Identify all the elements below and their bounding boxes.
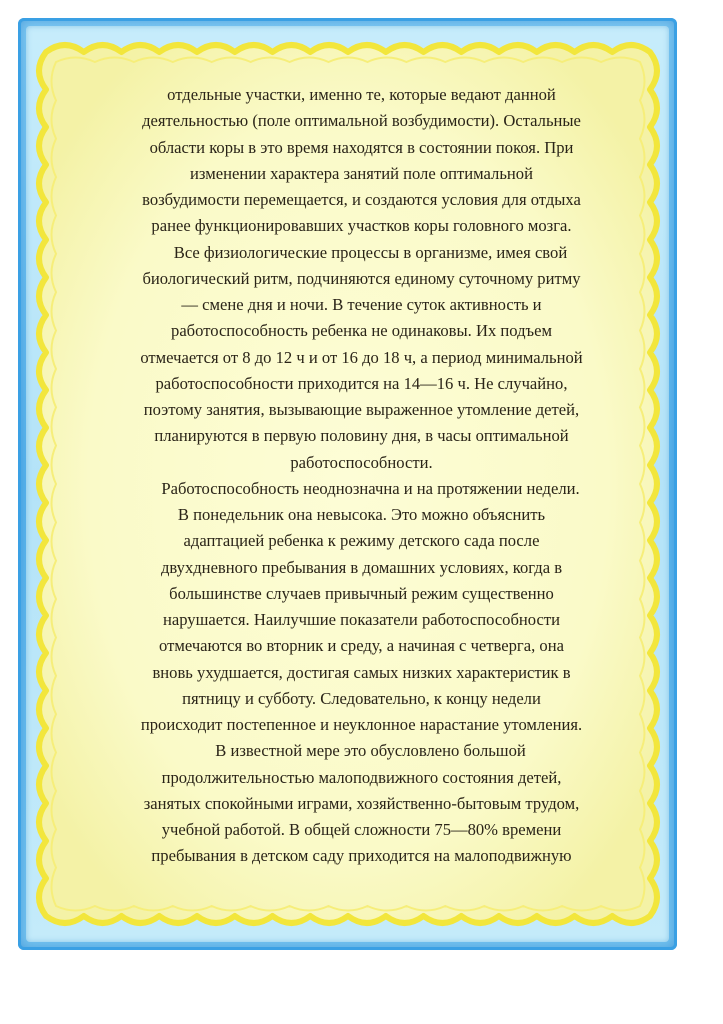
text-line: продолжительностью малоподвижного состояния детей,: [161, 767, 562, 787]
text-line: работоспособности приходится на 14—16 ч. Не случайно,: [155, 373, 568, 393]
text-line: отмечается от 8 до 12 ч и от 16 до 18 ч, а период минимальной: [140, 347, 583, 367]
text-line: учебной работой. В общей сложности 75—80% времени: [161, 820, 562, 839]
text-line: Работоспособность неоднозначна и на протяжении недели.: [161, 478, 580, 498]
text-line: биологический ритм, подчиняются единому суточному ритму: [142, 268, 581, 288]
text-line: занятых спокойными играми, хозяйственно-бытовым трудом,: [143, 793, 580, 813]
text-line: возбудимости перемещается, и создаются условия для отдыха: [142, 190, 581, 209]
text-line: нарушается. Наилучшие показатели работоспособности: [162, 610, 561, 629]
text-line: планируются в первую половину дня, в часы оптимальной: [154, 426, 569, 446]
text-line: изменении характера занятий поле оптимальной: [190, 163, 533, 183]
document-text-panel: [70, 82, 653, 882]
text-line: пребывания в детском саду приходится на малоподвижную: [151, 846, 572, 866]
text-line: Все физиологические процессы в организме, имея свой: [173, 242, 568, 262]
text-line: — смене дня и ночи. В течение суток активность и: [181, 295, 542, 314]
text-line: работоспособность ребенка не одинаковы. Их подъем: [171, 321, 552, 341]
text-line: большинстве случаев привычный режим существенно: [169, 583, 554, 603]
text-line: области коры в это время находятся в состоянии покоя. При: [149, 137, 574, 157]
text-line: двухдневного пребывания в домашних условиях, когда в: [160, 557, 563, 577]
text-line: поэтому занятия, вызывающие выраженное утомление детей,: [143, 400, 580, 419]
text-line: происходит постепенное и неуклонное нарастание утомления.: [140, 715, 583, 734]
text-line: деятельностью (поле оптимальной возбудимости). Остальные: [142, 111, 581, 131]
text-line: пятницу и субботу. Следовательно, к концу недели: [182, 688, 541, 708]
text-line: адаптацией ребенка к режиму детского сада после: [183, 531, 540, 551]
text-line: вновь ухудшается, достигая самых низких характеристик в: [152, 662, 571, 682]
text-line: В известной мере это обусловлено большой: [215, 741, 526, 761]
text-line: отдельные участки, именно те, которые ведают данной: [167, 85, 556, 104]
text-line: В понедельник она невысока. Это можно объяснить: [177, 505, 546, 524]
text-line: отмечаются во вторник и среду, а начиная с четверга, она: [159, 636, 564, 656]
text-line: работоспособности.: [290, 452, 433, 472]
text-line: ранее функционировавших участков коры головного мозга.: [151, 216, 572, 236]
